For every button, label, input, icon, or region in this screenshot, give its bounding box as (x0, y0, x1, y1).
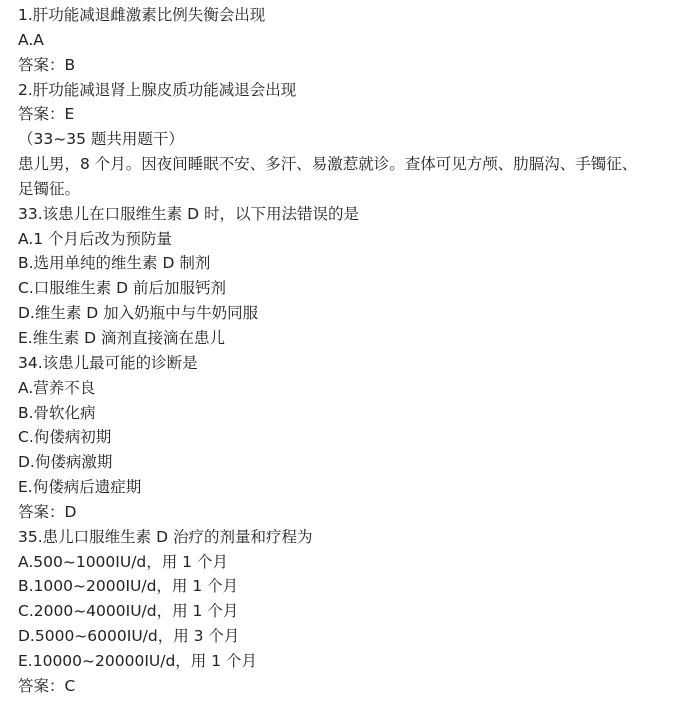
question-34-option-d: D.佝偻病激期 (18, 453, 113, 472)
question-2-answer: 答案：E (18, 105, 75, 124)
question-33-option-a: A.1 个月后改为预防量 (18, 229, 173, 248)
shared-stem-header: （33~35 题共用题干） (18, 130, 184, 149)
question-34-option-b: B.骨软化病 (18, 403, 96, 422)
question-35-stem: 35.患儿口服维生素 D 治疗的剂量和疗程为 (18, 527, 313, 546)
case-description: 患儿男，8 个月。因夜间睡眠不安、多汗、易激惹就诊。查体可见方颅、肋膈沟、手镯征、 (18, 155, 638, 174)
question-33-option-b: B.选用单纯的维生素 D 制剂 (18, 254, 211, 273)
question-33-option-e: E.维生素 D 滴剂直接滴在患儿 (18, 328, 226, 347)
case-description-cont: 足镯征。 (18, 179, 81, 198)
question-34-stem: 34.该患儿最可能的诊断是 (18, 353, 198, 372)
question-34-answer: 答案：D (18, 502, 77, 521)
question-33-stem: 33.该患儿在口服维生素 D 时，以下用法错误的是 (18, 204, 359, 223)
question-35-answer: 答案：C (18, 676, 76, 695)
question-35-option-c: C.2000~4000IU/d，用 1 个月 (18, 602, 239, 621)
question-35-option-d: D.5000~6000IU/d，用 3 个月 (18, 627, 240, 646)
question-1-stem: 1.肝功能减退雌激素比例失衡会出现 (18, 6, 266, 24)
question-2-stem: 2.肝功能减退肾上腺皮质功能减退会出现 (18, 80, 297, 99)
question-35-option-b: B.1000~2000IU/d，用 1 个月 (18, 577, 239, 596)
question-1-option-a: A.A (18, 30, 44, 49)
question-34-option-c: C.佝偻病初期 (18, 428, 112, 447)
question-34-option-e: E.佝偻病后遗症期 (18, 478, 142, 497)
question-33-option-c: C.口服维生素 D 前后加服钙剂 (18, 279, 227, 298)
question-33-option-d: D.维生素 D 加入奶瓶中与牛奶同服 (18, 304, 259, 323)
question-35-option-a: A.500~1000IU/d，用 1 个月 (18, 552, 228, 571)
question-34-option-a: A.营养不良 (18, 378, 96, 397)
question-1-answer: 答案：B (18, 55, 76, 74)
question-35-option-e: E.10000~20000IU/d，用 1 个月 (18, 651, 258, 670)
